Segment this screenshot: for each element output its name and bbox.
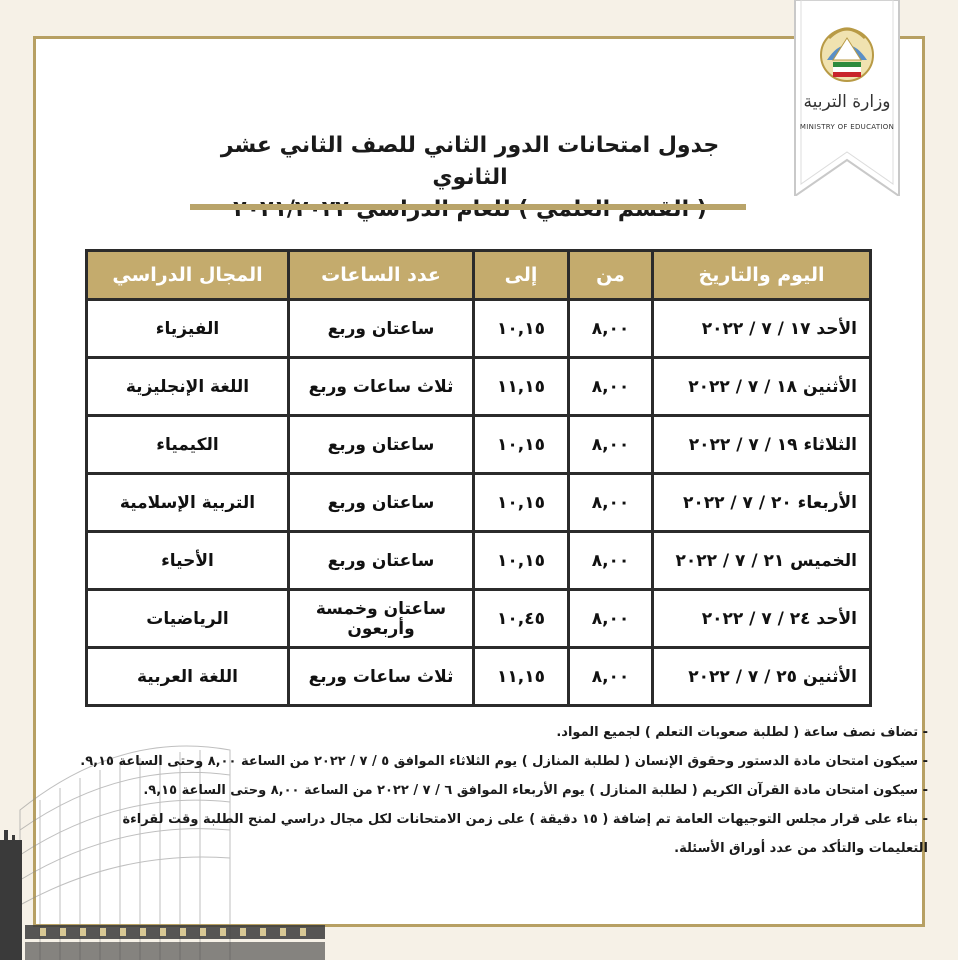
cell-date: الأحد ٢٤ / ٧ / ٢٠٢٢	[653, 590, 871, 648]
table-row	[87, 300, 871, 358]
cell-from: ٨,٠٠	[569, 358, 653, 416]
note-item: - سيكون امتحان مادة القرآن الكريم ( لطلبة المنازل ) يوم الأربعاء الموافق ٦ / ٧ / ٢٠٢٢ من الساعة ٨,٠٠ وحتى الساعة ٩,١٥.	[143, 783, 928, 798]
cell-hours: ساعتان وخمسة وأربعون	[289, 590, 474, 648]
cell-to: ١٠,١٥	[474, 416, 569, 474]
title-line-1: جدول امتحانات الدور الثاني للصف الثاني عشر الثانوي	[220, 133, 720, 190]
cell-to: ١٠,٤٥	[474, 590, 569, 648]
cell-to: ١١,١٥	[474, 648, 569, 706]
cell-to: ١٠,١٥	[474, 532, 569, 590]
cell-subject: الفيزياء	[87, 300, 289, 358]
cell-to: ١٠,١٥	[474, 300, 569, 358]
note-item: - تضاف نصف ساعة ( لطلبة صعوبات التعلم ) لجميع المواد.	[556, 725, 928, 740]
cell-hours: ساعتان وربع	[289, 416, 474, 474]
note-item: - سيكون امتحان مادة الدستور وحقوق الإنسان ( لطلبة المنازل ) يوم الثلاثاء الموافق ٥ / ٧ / ٢٠٢٢ من الساعة ٨,٠٠ وحتى الساعة ٩,١٥.	[80, 754, 928, 769]
cell-date: الخميس ٢١ / ٧ / ٢٠٢٢	[653, 532, 871, 590]
cell-date: الثلاثاء ١٩ / ٧ / ٢٠٢٢	[653, 416, 871, 474]
cell-subject: اللغة الإنجليزية	[87, 358, 289, 416]
cell-subject: الأحياء	[87, 532, 289, 590]
cell-date: الأثنين ١٨ / ٧ / ٢٠٢٢	[653, 358, 871, 416]
header-hours: عدد الساعات	[289, 251, 474, 300]
cell-subject: التربية الإسلامية	[87, 474, 289, 532]
cell-hours: ثلاث ساعات وربع	[289, 648, 474, 706]
notes-list	[60, 718, 928, 863]
cell-from: ٨,٠٠	[569, 648, 653, 706]
cell-to: ١١,١٥	[474, 358, 569, 416]
kuwait-emblem-icon	[821, 29, 873, 81]
table-header-row	[87, 251, 871, 300]
table-row	[87, 416, 871, 474]
cell-hours: ثلاث ساعات وربع	[289, 358, 474, 416]
note-item: - بناء على قرار مجلس التوجيهات العامة تم إضافة ( ١٥ دقيقة ) على زمن الامتحانات لكل مجال دراسي لمنح الطلبة وقت لقراءة التعليمات والتأكد من عدد أوراق الأسئلة.	[122, 812, 928, 856]
ministry-name-english: MINISTRY OF EDUCATION	[799, 123, 895, 131]
cell-from: ٨,٠٠	[569, 590, 653, 648]
header-subject: المجال الدراسي	[87, 251, 289, 300]
cell-hours: ساعتان وربع	[289, 532, 474, 590]
cell-from: ٨,٠٠	[569, 300, 653, 358]
cell-date: الأحد ١٧ / ٧ / ٢٠٢٢	[653, 300, 871, 358]
title-divider	[190, 204, 746, 210]
cell-from: ٨,٠٠	[569, 532, 653, 590]
page-title	[180, 130, 760, 226]
table-row	[87, 474, 871, 532]
header-from: من	[569, 251, 653, 300]
title-line-2	[180, 194, 760, 226]
cell-subject: اللغة العربية	[87, 648, 289, 706]
cell-hours: ساعتان وربع	[289, 300, 474, 358]
cell-from: ٨,٠٠	[569, 416, 653, 474]
cell-date: الأربعاء ٢٠ / ٧ / ٢٠٢٢	[653, 474, 871, 532]
ministry-name-arabic: وزارة التربية	[803, 92, 891, 112]
cell-date: الأثنين ٢٥ / ٧ / ٢٠٢٢	[653, 648, 871, 706]
header-date: اليوم والتاريخ	[653, 251, 871, 300]
cell-hours: ساعتان وربع	[289, 474, 474, 532]
cell-subject: الكيمياء	[87, 416, 289, 474]
cell-subject: الرياضيات	[87, 590, 289, 648]
cell-from: ٨,٠٠	[569, 474, 653, 532]
table-row	[87, 590, 871, 648]
table-row	[87, 532, 871, 590]
table-row	[87, 648, 871, 706]
cell-to: ١٠,١٥	[474, 474, 569, 532]
table-row	[87, 358, 871, 416]
header-to: إلى	[474, 251, 569, 300]
exam-schedule-table	[85, 249, 872, 707]
